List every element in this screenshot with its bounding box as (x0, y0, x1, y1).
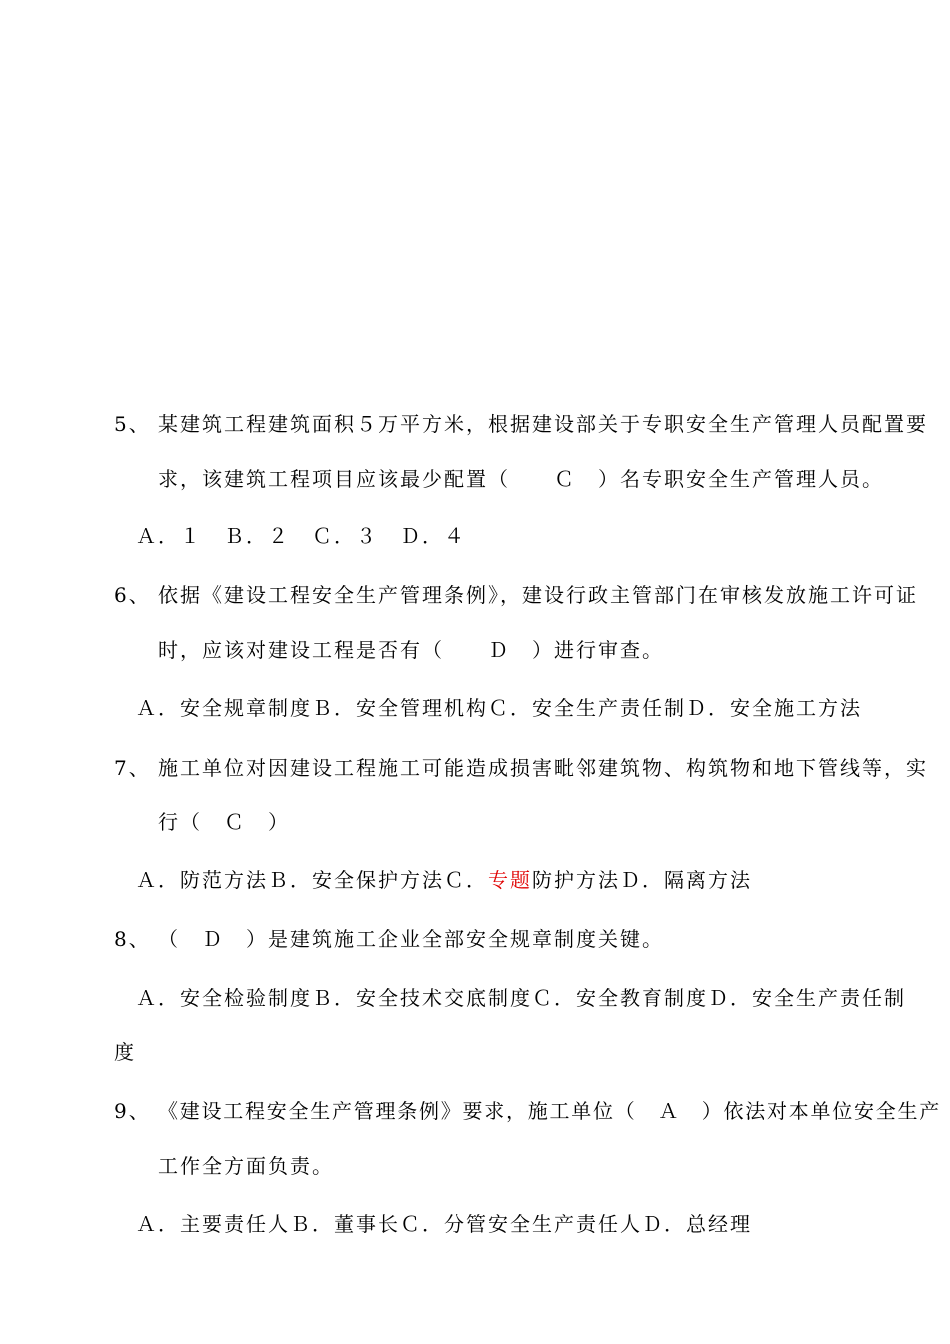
question-text: 依据《建设工程安全生产管理条例》，建设行政主管部门在审核发放施工许可证 (158, 583, 918, 607)
question-options: Ａ．安全规章制度Ｂ．安全管理机构Ｃ．安全生产责任制Ｄ．安全施工方法 (136, 696, 862, 720)
question-number: 8、 (114, 927, 151, 951)
question-number: 6、 (114, 583, 151, 607)
question-number: 5、 (114, 412, 151, 436)
question-options (136, 866, 752, 894)
question-options: Ａ．１ Ｂ．２ Ｃ．３ Ｄ．４ (136, 524, 466, 548)
question-text: 行（ Ｃ ） (158, 810, 290, 834)
question-text: 时，应该对建设工程是否有（ Ｄ ）进行审查。 (158, 638, 664, 662)
option-text: Ａ．防范方法Ｂ．安全保护方法Ｃ． (136, 868, 488, 892)
highlighted-word: 专题 (488, 868, 532, 892)
question-text: 求，该建筑工程项目应该最少配置（ Ｃ ）名专职安全生产管理人员。 (158, 467, 884, 491)
question-options: Ａ．安全检验制度Ｂ．安全技术交底制度Ｃ．安全教育制度Ｄ．安全生产责任制 (136, 986, 906, 1010)
question-text: 某建筑工程建筑面积５万平方米，根据建设部关于专职安全生产管理人员配置要 (158, 412, 928, 436)
question-options: Ａ．主要责任人Ｂ．董事长Ｃ．分管安全生产责任人Ｄ．总经理 (136, 1212, 752, 1236)
question-options-wrap: 度 (114, 1040, 136, 1064)
option-text: 防护方法Ｄ．隔离方法 (532, 868, 752, 892)
question-text: 工作全方面负责。 (158, 1154, 334, 1178)
question-number: 9、 (114, 1099, 151, 1123)
question-text: 《建设工程安全生产管理条例》要求，施工单位（ Ａ ）依法对本单位安全生产 (158, 1099, 941, 1123)
question-number: 7、 (114, 756, 151, 780)
question-text: 施工单位对因建设工程施工可能造成损害毗邻建筑物、构筑物和地下管线等，实 (158, 756, 928, 780)
question-text: （ Ｄ ）是建筑施工企业全部安全规章制度关键。 (158, 927, 664, 951)
